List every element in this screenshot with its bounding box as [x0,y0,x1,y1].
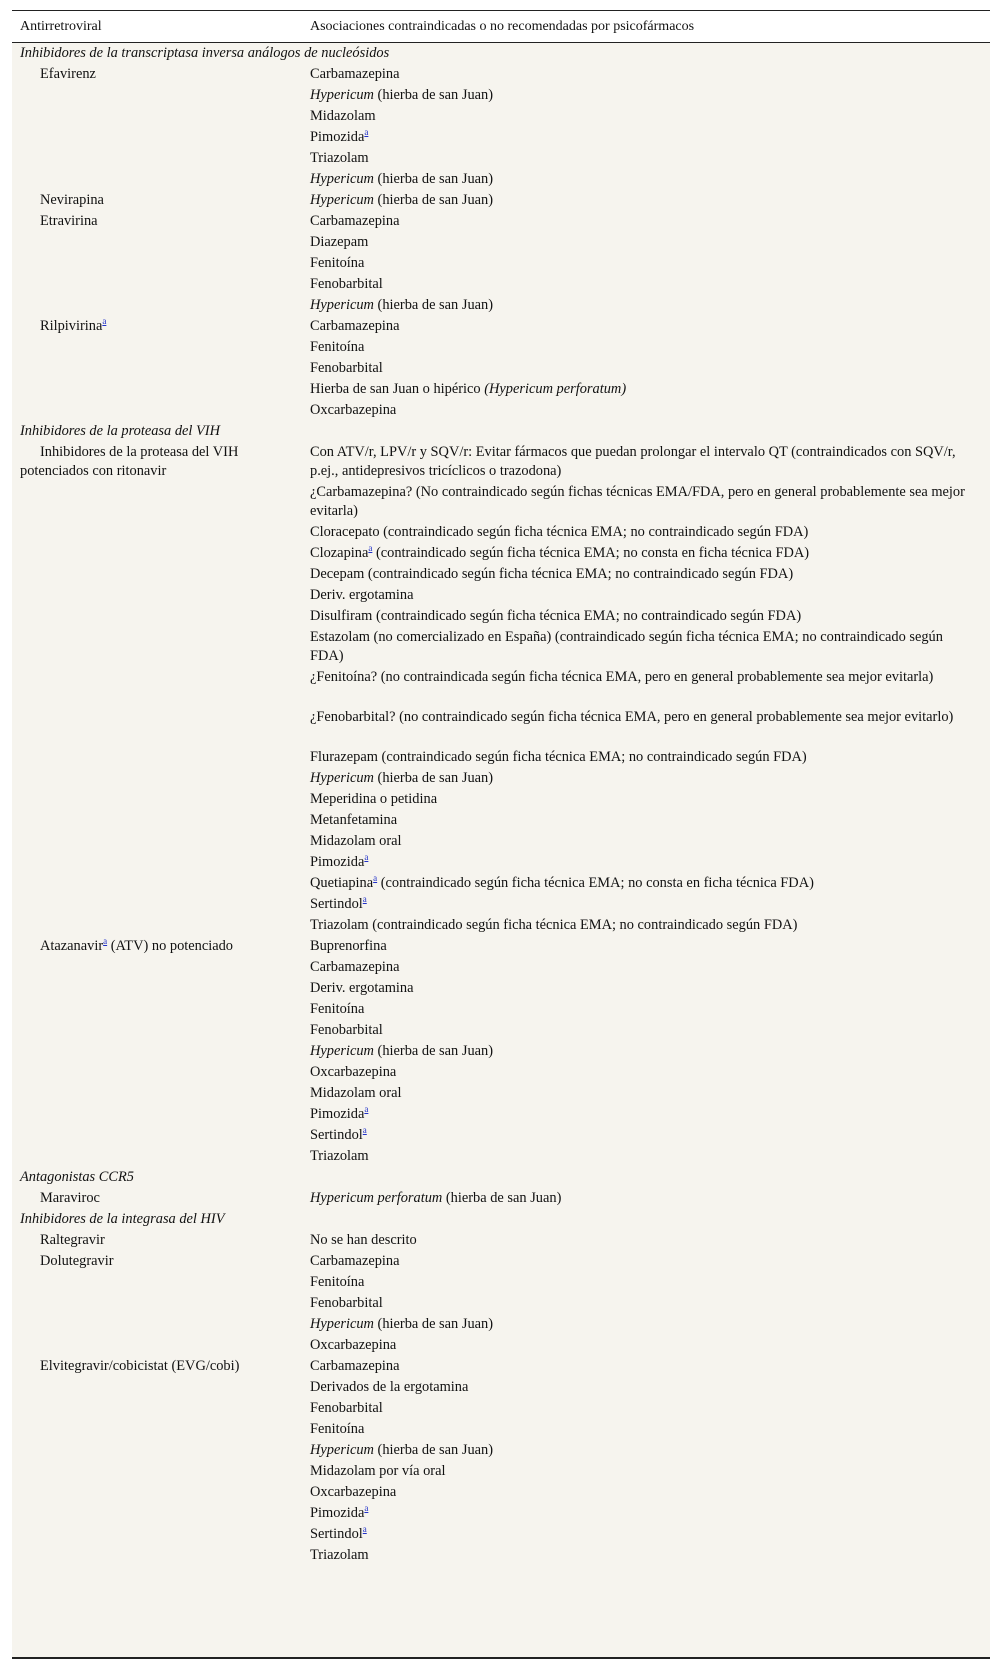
drug-name: Rilpivirina$^a$ [40,316,107,334]
header-asociaciones: Asociaciones contraindicadas o no recomendadas por psicofármacos [310,19,695,34]
interaction: Con ATV/r, LPV/r y SQV/r: Evitar fármacos que puedan prolongar el intervalo QT (contraindicados con SQV/r, p.ej., antidepresivos tricíclicos o trazodona) [310,444,956,479]
footnote-link[interactable]: a [368,543,373,553]
drug-name: Atazanavir$^a$ (ATV) no potenciado [40,936,234,954]
interaction: Hierba de san Juan o hipérico (Hypericum perforatum) [310,381,627,397]
interaction: Midazolam [310,108,376,124]
interaction: Hypericum (hierba de san Juan) [310,171,494,187]
interaction: Hypericum (hierba de san Juan) [310,297,494,313]
section-title: Inhibidores de la proteasa del VIH [20,423,220,439]
interaction: Triazolam (contraindicado según ficha técnica EMA; no contraindicado según FDA) [310,917,798,933]
interaction: Decepam (contraindicado según ficha técnica EMA; no contraindicado según FDA) [310,566,794,582]
interaction: Deriv. ergotamina [310,587,414,603]
footnote-link[interactable]: a [102,316,107,326]
interaction: Fenitoína [310,255,365,271]
interaction: Hypericum (hierba de san Juan) [310,192,494,208]
interaction: Meperidina o petidina [310,791,438,807]
interaction: Triazolam [310,150,369,166]
footnote-link[interactable]: a [373,873,378,883]
interaction: Fenitoína [310,1001,365,1017]
interaction: Clozapina$^a$ (contraindicado según ficha técnica EMA; no consta en ficha técnica FDA) [310,543,810,561]
drug-name: Inhibidores de la proteasa del VIH potenciados con ritonavir [20,444,239,479]
interaction: Oxcarbazepina [310,402,397,418]
header-antirretroviral: Antirretroviral [20,19,102,34]
footnote-link[interactable]: a [362,894,367,904]
interaction: Triazolam [310,1547,369,1563]
interaction: No se han descrito [310,1232,417,1248]
interaction: Fenitoína [310,1421,365,1437]
interaction: Hypericum (hierba de san Juan) [310,1442,494,1458]
interaction: Oxcarbazepina [310,1064,397,1080]
interaction: Carbamazepina [310,959,400,975]
interaction: Carbamazepina [310,318,400,334]
interaction: Hypericum perforatum (hierba de san Juan) [310,1190,562,1206]
interaction: ¿Fenitoína? (no contraindicada según ficha técnica EMA, pero en general probablemente sea mejor evitarla) [310,669,934,685]
interaction: Oxcarbazepina [310,1484,397,1500]
interaction: Carbamazepina [310,66,400,82]
interaction: Fenobarbital [310,276,383,292]
interaction: Disulfiram (contraindicado según ficha técnica EMA; no contraindicado según FDA) [310,608,802,624]
interaction: Buprenorfina [310,938,387,954]
interaction: Carbamazepina [310,1358,400,1374]
section-title: Inhibidores de la transcriptasa inversa análogos de nucleósidos [20,45,390,61]
interaction: Midazolam oral [310,1085,402,1101]
table-body [12,43,990,1659]
interaction: Pimozida$^a$ [310,127,369,145]
drug-name: Elvitegravir/cobicistat (EVG/cobi) [40,1358,240,1374]
interaction: Hypericum (hierba de san Juan) [310,87,494,103]
section-title: Inhibidores de la integrasa del HIV [20,1211,225,1227]
section-title: Antagonistas CCR5 [20,1169,134,1185]
interaction: Triazolam [310,1148,369,1164]
interaction: ¿Carbamazepina? (No contraindicado según fichas técnicas EMA/FDA, pero en general probablemente sea mejor evitarla) [310,484,965,519]
interaction: Midazolam por vía oral [310,1463,446,1479]
interaction: Derivados de la ergotamina [310,1379,469,1395]
interaction: Hypericum (hierba de san Juan) [310,1043,494,1059]
drug-name: Dolutegravir [40,1253,114,1269]
interaction: Sertindol$^a$ [310,1524,367,1542]
table-header [12,10,990,44]
interaction: Fenitoína [310,339,365,355]
interaction: Metanfetamina [310,812,398,828]
interaction: Diazepam [310,234,369,250]
interaction: Fenobarbital [310,1022,383,1038]
interaction: ¿Fenobarbital? (no contraindicado según ficha técnica EMA, pero en general probablemente sea mejor evitarlo) [310,709,954,725]
interaction: Midazolam oral [310,833,402,849]
interaction: Fenobarbital [310,360,383,376]
drug-name: Nevirapina [40,192,104,208]
drug-name: Raltegravir [40,1232,105,1248]
drug-name: Maraviroc [40,1190,100,1206]
interaction: Pimozida$^a$ [310,1104,369,1122]
drug-name: Etravirina [40,213,98,229]
footnote-link[interactable]: a [364,1503,369,1513]
interaction: Quetiapina$^a$ (contraindicado según ficha técnica EMA; no consta en ficha técnica FDA) [310,873,814,891]
interaction: Deriv. ergotamina [310,980,414,996]
interaction: Fenobarbital [310,1400,383,1416]
footnote-link[interactable]: a [103,936,108,946]
footnote-link[interactable]: a [364,1104,369,1114]
interaction: Pimozida$^a$ [310,852,369,870]
drug-name: Efavirenz [40,66,96,82]
interaction: Sertindol$^a$ [310,1125,367,1143]
interaction: Cloracepato (contraindicado según ficha técnica EMA; no contraindicado según FDA) [310,524,809,540]
interaction: Hypericum (hierba de san Juan) [310,770,494,786]
interaction: Fenitoína [310,1274,365,1290]
footnote-link[interactable]: a [364,852,369,862]
interaction: Pimozida$^a$ [310,1503,369,1521]
footnote-link[interactable]: a [362,1125,367,1135]
interaction: Fenobarbital [310,1295,383,1311]
interaction: Oxcarbazepina [310,1337,397,1353]
interaction: Flurazepam (contraindicado según ficha técnica EMA; no contraindicado según FDA) [310,749,807,765]
footnote-link[interactable]: a [362,1524,367,1534]
interaction: Carbamazepina [310,1253,400,1269]
interaction: Estazolam (no comercializado en España) (contraindicado según ficha técnica EMA; no contraindicado según FDA) [310,629,943,664]
interaction: Hypericum (hierba de san Juan) [310,1316,494,1332]
interaction: Carbamazepina [310,213,400,229]
footnote-link[interactable]: a [364,127,369,137]
interaction: Sertindol$^a$ [310,894,367,912]
